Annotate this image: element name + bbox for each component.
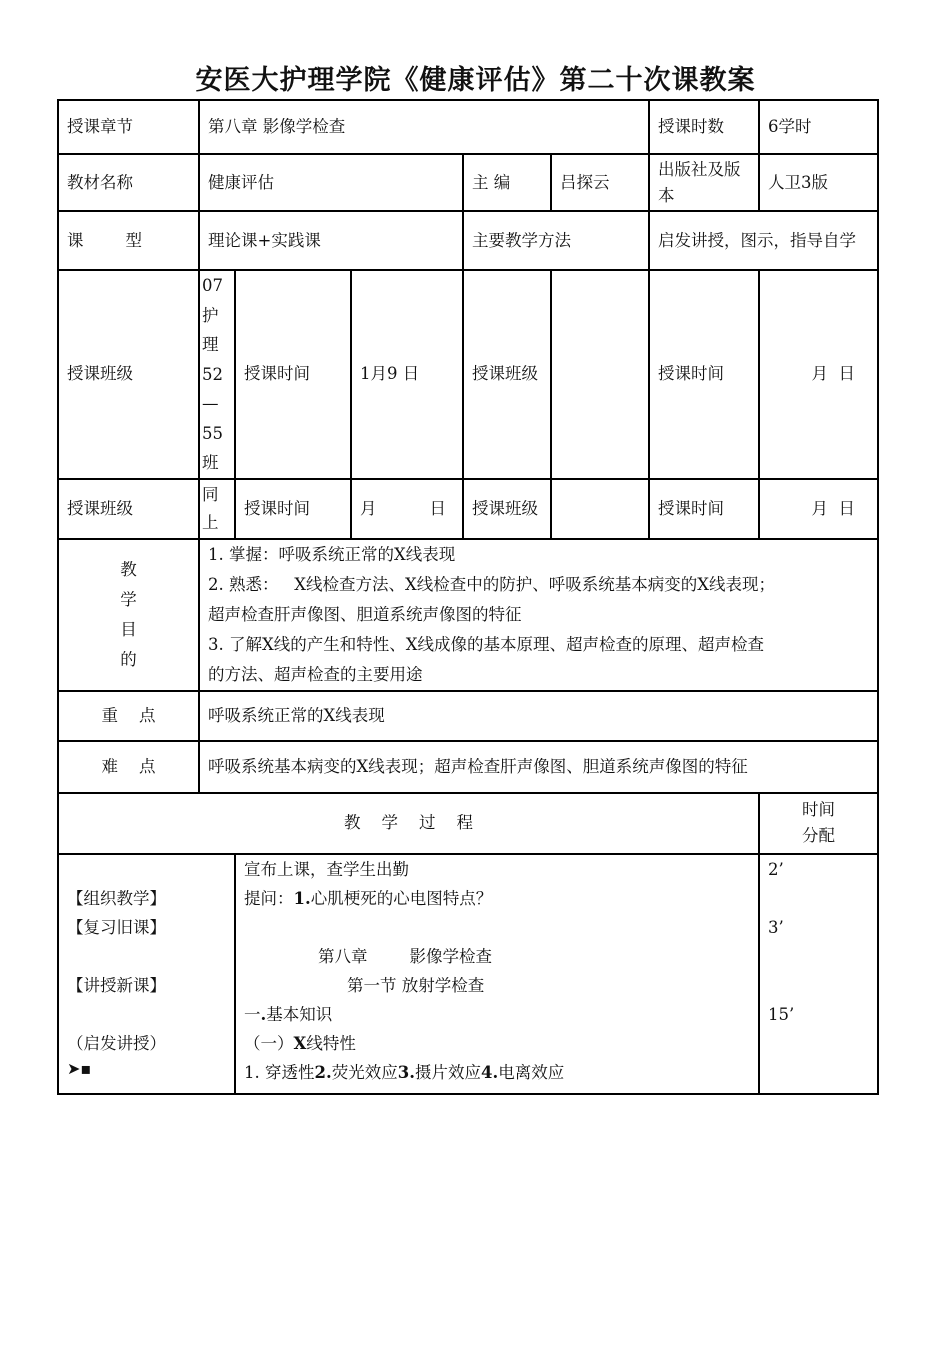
goal-line: 的方法、超声检查的主要用途 [208, 664, 423, 684]
course-type-value: 理论课+实践课 [199, 211, 463, 270]
class-char: 护 [202, 305, 219, 325]
goal-line: 1. 掌握：呼吸系统正常的X线表现 [208, 544, 456, 564]
class-char: 07 [202, 276, 223, 295]
row-chapter [58, 100, 878, 154]
difficulty-label: 难 点 [58, 741, 199, 793]
editor-value: 吕探云 [551, 154, 649, 211]
class2-label-1: 授课班级 [463, 270, 551, 479]
bullet-icon: ➤▪ [67, 1058, 92, 1078]
process-header-label: 教 学 过 程 [58, 793, 759, 854]
goals-label-char: 教 [120, 559, 137, 579]
class-id-2 [199, 479, 235, 539]
time2-label-1: 授课时间 [649, 270, 759, 479]
goals-text [199, 539, 878, 691]
class-label-2: 授课班级 [58, 479, 199, 539]
editor-label: 主 编 [463, 154, 551, 211]
chapter-value: 第八章 影像学检查 [199, 100, 649, 154]
process-section-column [58, 854, 235, 1094]
section-line: 【组织教学】 [67, 888, 166, 908]
section-line: 【讲授新课】 [67, 975, 166, 995]
class-char: 同 [202, 484, 219, 504]
time-header-line: 分配 [802, 826, 836, 845]
row-class-1 [58, 270, 878, 479]
time-value [768, 942, 869, 971]
time-header-line: 时间 [802, 800, 836, 819]
key-point-value: 呼吸系统正常的X线表现 [199, 691, 878, 741]
textbook-label: 教材名称 [58, 154, 199, 211]
goal-line: 超声检查肝声像图、胆道系统声像图的特征 [208, 604, 522, 624]
method-label: 主要教学方法 [463, 211, 649, 270]
section-line [67, 1000, 226, 1029]
row-process-header [58, 793, 878, 854]
row-difficulty [58, 741, 878, 793]
hours-value: 6学时 [759, 100, 878, 154]
time-value-1: 1月9 日 [351, 270, 463, 479]
content-line: 宣布上课，查学生出勤 [244, 859, 409, 879]
time2-value-2: 月 日 [759, 479, 878, 539]
lesson-plan-table [57, 99, 879, 1095]
time-value-2 [351, 479, 463, 539]
publisher-label: 出版社及版本 [649, 154, 759, 211]
time2-value-1: 月 日 [759, 270, 878, 479]
time-allocation-header [759, 793, 878, 854]
content-line: 提问：1.心肌梗死的心电图特点？ [244, 888, 493, 908]
row-textbook [58, 154, 878, 211]
class-label-1: 授课班级 [58, 270, 199, 479]
section-line [67, 855, 226, 884]
goals-label-char: 的 [120, 649, 137, 669]
time-value [768, 1029, 869, 1058]
class2-value-2 [551, 479, 649, 539]
class-id-1 [199, 270, 235, 479]
textbook-value: 健康评估 [199, 154, 463, 211]
time-value [768, 971, 869, 1000]
class-char: 上 [202, 512, 219, 532]
course-type-label: 课 型 [58, 211, 199, 270]
content-line: 一.基本知识 [244, 1004, 333, 1024]
process-time-column [759, 854, 878, 1094]
hours-label: 授课时数 [649, 100, 759, 154]
section-line [67, 942, 226, 971]
content-line [244, 913, 750, 942]
time-value: 3’ [768, 917, 784, 937]
class-char: 52 [202, 364, 223, 384]
class-char: — [202, 394, 219, 413]
goals-label [58, 539, 199, 691]
time-value: 15’ [768, 1004, 795, 1024]
content-line: 第一节 放射学检查 [347, 975, 485, 995]
difficulty-value: 呼吸系统基本病变的X线表现；超声检查肝声像图、胆道系统声像图的特征 [199, 741, 878, 793]
class2-label-2: 授课班级 [463, 479, 551, 539]
chapter-label: 授课章节 [58, 100, 199, 154]
row-course-type [58, 211, 878, 270]
row-key-point [58, 691, 878, 741]
goal-line: 3. 了解X线的产生和特性、X线成像的基本原理、超声检查的原理、超声检查 [208, 634, 764, 654]
time2-label-2: 授课时间 [649, 479, 759, 539]
content-line: （一）X线特性 [244, 1033, 356, 1053]
time-value [768, 884, 869, 913]
content-line: 第八章 影像学检查 [318, 946, 492, 966]
time-label-1: 授课时间 [235, 270, 351, 479]
time-value [768, 1058, 869, 1087]
publisher-value: 人卫3版 [759, 154, 878, 211]
method-value: 启发讲授，图示，指导自学 [649, 211, 878, 270]
time-label-2: 授课时间 [235, 479, 351, 539]
section-line: 【复习旧课】 [67, 917, 166, 937]
row-goals [58, 539, 878, 691]
key-point-label: 重 点 [58, 691, 199, 741]
row-class-2 [58, 479, 878, 539]
time-value: 2’ [768, 859, 784, 879]
class-char: 班 [202, 453, 219, 472]
content-line: 1. 穿透性2.荧光效应3.摄片效应4.电离效应 [244, 1062, 565, 1082]
time-month: 月 [360, 498, 377, 518]
class-char: 理 [202, 335, 219, 354]
goals-label-char: 学 [120, 589, 137, 609]
time-day: 日 [429, 498, 446, 518]
process-content-column [235, 854, 759, 1094]
row-process-content [58, 854, 878, 1094]
goal-line: 2. 熟悉： X线检查方法、X线检查中的防护、呼吸系统基本病变的X线表现； [208, 574, 775, 594]
class2-value-1 [551, 270, 649, 479]
section-line: （启发讲授） [67, 1033, 166, 1053]
class-char: 55 [202, 423, 223, 443]
goals-label-char: 目 [120, 619, 137, 639]
page-title: 安医大护理学院《健康评估》第二十次课教案 [195, 65, 756, 96]
